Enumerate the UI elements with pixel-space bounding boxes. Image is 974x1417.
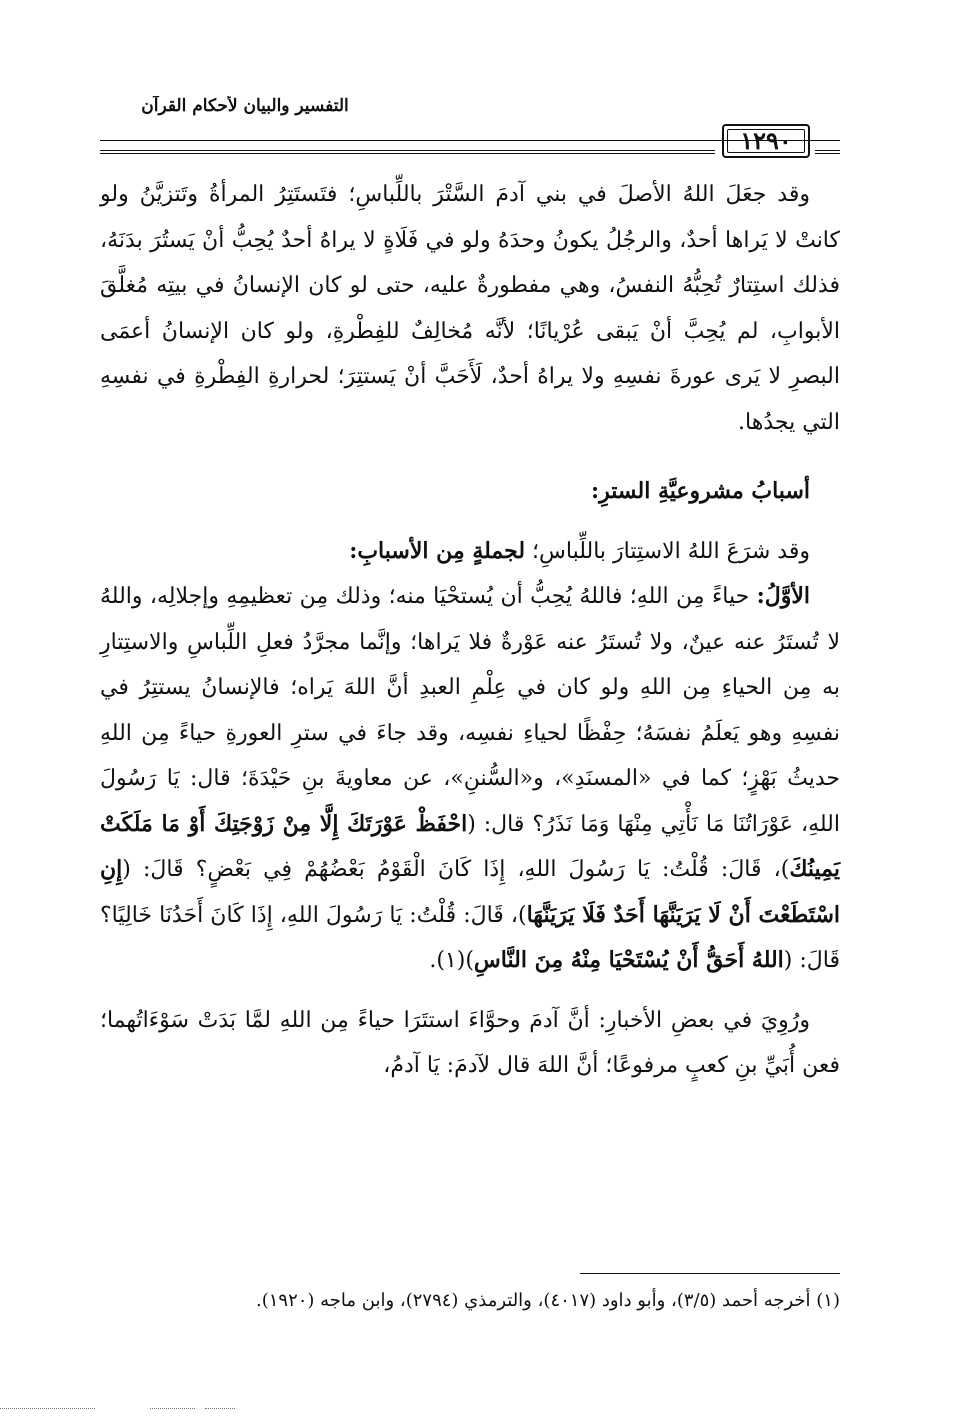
hadith-text-2: )، قَالَ: قُلْتُ: يَا رَسُولَ اللهِ، إِذَا كَانَ الْقَوْمُ بَعْضُهُمْ فِي بَعْضٍ؟ قَالَ: ( (122, 857, 790, 882)
hadith-text-3: )، قَالَ: قُلْتُ: يَا رَسُولَ اللهِ، إِذَا كَانَ أَحَدُنَا خَالِيًا؟ قَالَ: ( (100, 902, 840, 973)
main-text (100, 172, 840, 1089)
header-double-rule (100, 150, 715, 151)
paragraph-natural-covering: وقد جعَلَ اللهُ الأصلَ في بني آدمَ السَّتْرَ باللِّباسِ؛ فتَستَتِرُ المرأةُ وتَتزيَّنُ ولو كانتْ لا يَراها أحدٌ، والرجُلُ يكونُ وحدَهُ ولو في فَلَاةٍ لا يراهُ أحدٌ يُحِبُّ أنْ يَستُرَ بدَنَهُ، فذلك استِتارٌ تُحِبُّهُ النفسُ، وهي مفطورةٌ عليه، حتى لو كان الإنسانُ في بيتِه مُغلَّقَ الأبوابِ، لم يُحِبَّ أنْ يَبقى عُرْيانًا؛ لأنَّه مُخالِفٌ للفِطْرةِ، ولو كان الإنسانُ أعمَى البصرِ لا يَرى عورةَ نفسِهِ ولا يراهُ أحدٌ، لَأَحَبَّ أنْ يَستتِرَ؛ لحرارةِ الفِطْرةِ في نفسِهِ التي يجدُها. (100, 182, 840, 435)
reasons-intro-bold: لجملةٍ مِن الأسبابِ: (349, 537, 526, 564)
footnote-marker: )(١). (429, 948, 474, 973)
header-rule-right (815, 150, 840, 151)
first-reason-text: حياءً مِن اللهِ؛ فاللهُ يُحِبُّ أن يُستحْيَا منه؛ وذلك مِن تعظيمِهِ وإجلالِه، واللهُ لا تُستَرُ عنه عينٌ، ولا تُستَرُ عنه عَوْرةٌ فلا يَراها؛ وإنَّما مجرَّدُ فعلِ اللِّباسِ والاستِتارِ به مِن الحياءِ مِن اللهِ ولو كان في عِلْمِ العبدِ أنَّ اللهَ يَراه؛ فالإنسانُ يستتِرُ في نفسِهِ وهو يَعلَمُ نفسَهُ؛ حِفْظًا لحياءِ نفسِه، وقد جاءَ في سترِ العورةِ حياءً مِن اللهِ حديثُ بَهْزٍ؛ كما في «المسنَدِ»، و«السُّننِ»، عن معاويةَ بنِ حَيْدَةَ؛ قال: يَا رَسُولَ اللهِ، عَوْرَاتُنَا مَا نَأْتِي مِنْهَا وَمَا نَذَرُ؟ قال: ( (100, 584, 840, 837)
header-double-rule-inner (100, 153, 715, 154)
section-heading: أسبابُ مشروعيَّةِ السترِ: (591, 478, 810, 504)
paragraph-first-reason (100, 574, 840, 984)
paragraph-reasons-intro (100, 529, 840, 575)
header-rule-right-inner (815, 153, 840, 154)
footnote: (١) أخرجه أحمد (٣/٥)، وأبو داود (٤٠١٧)، والترمذي (٢٧٩٤)، وابن ماجه (١٩٢٠). (255, 1290, 840, 1311)
running-header-title: التفسير والبيان لأحكام القرآن (141, 96, 349, 116)
scan-edge-mark (150, 1408, 195, 1409)
paragraph-adam-narration: ورُوِيَ في بعضِ الأخبارِ: أنَّ آدمَ وحوَّاءَ استتَرَا حياءً مِن اللهِ لمَّا بَدَتْ سَوْءَاتُهما؛ فعن أُبَيِّ بنِ كعبٍ مرفوعًا؛ أنَّ اللهَ قال لآدمَ: يَا آدمُ، (100, 1007, 840, 1078)
reasons-intro-text: وقد شرَعَ اللهُ الاستِتارَ باللِّباسِ؛ (525, 538, 810, 564)
page-number-text: ١٢٩٠ (740, 126, 792, 155)
page-number (722, 124, 810, 158)
hadith-quote-3: اللهُ أَحَقُّ أَنْ يُسْتَحْيَا مِنْهُ مِنَ النَّاسِ (473, 947, 784, 973)
scan-edge-mark (0, 1408, 95, 1409)
scan-edge-mark (205, 1408, 235, 1409)
hadith-quote-1: احْفَظْ عَوْرَتَكَ إِلَّا مِنْ زَوْجَتِكَ أَوْ مَا مَلَكَتْ يَمِينُكَ (100, 810, 840, 882)
first-reason-label: الأوَّلُ: (756, 583, 810, 609)
hadith-quote-2: إِنِ اسْتَطَعْتَ أَنْ لَا يَرَيَنَّهَا أَحَدٌ فَلَا يَرَيَنَّهَا (100, 856, 841, 928)
footnote-divider (580, 1273, 840, 1274)
